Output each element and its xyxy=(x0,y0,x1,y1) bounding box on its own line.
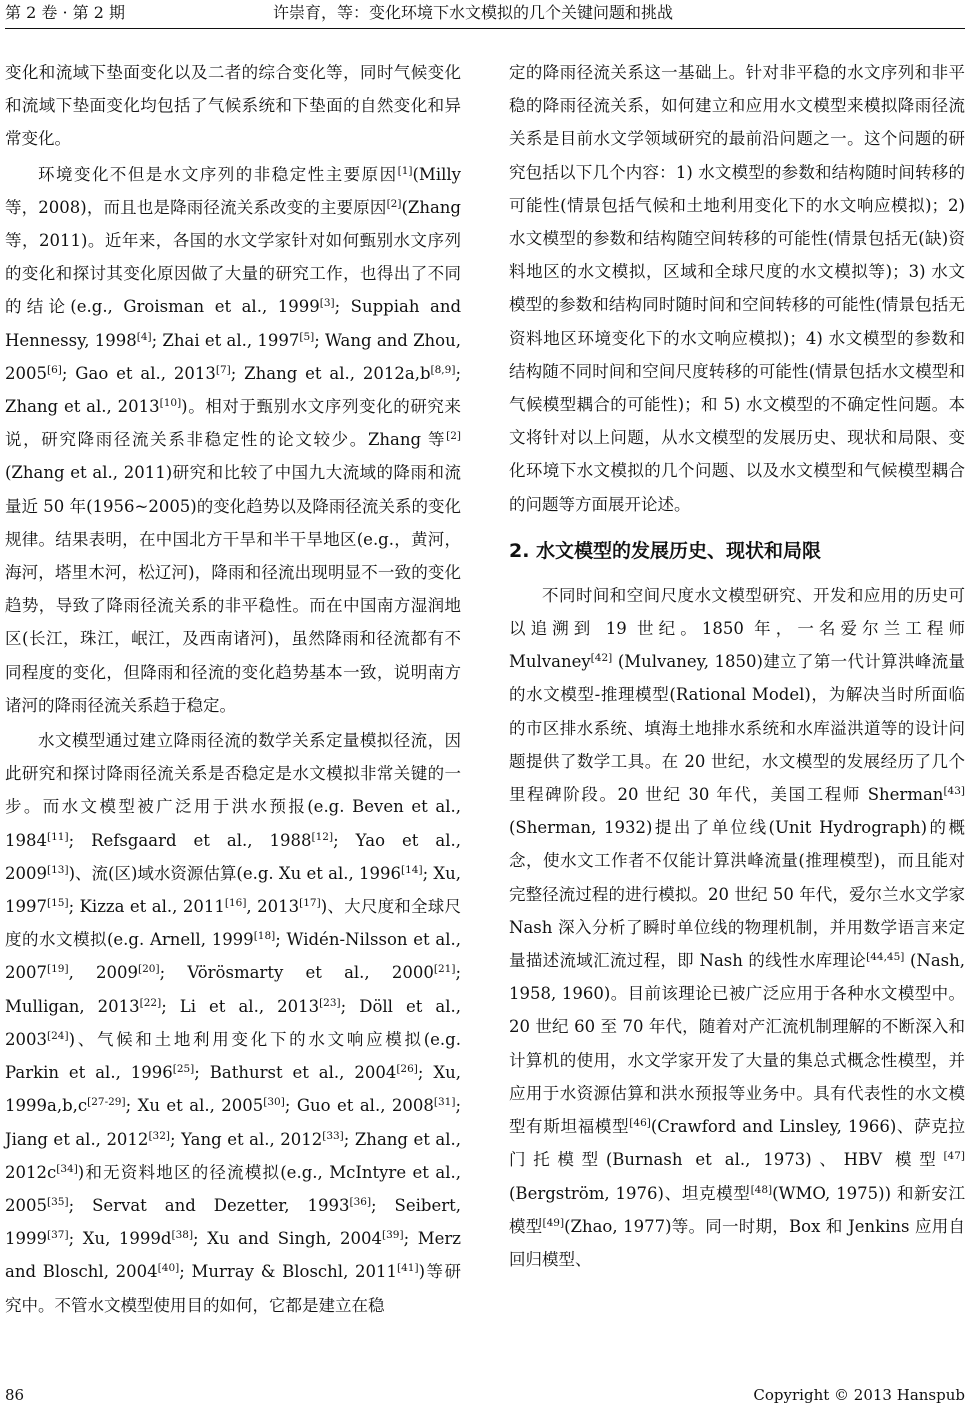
citation-marker: [17] xyxy=(299,897,321,910)
citation-marker: [35] xyxy=(47,1195,69,1208)
citation-marker: [36] xyxy=(349,1195,372,1208)
text-run: (Zhang 等，2011)。近年来，各国的水文学家针对如何甄别水文序列的变化和探讨其变化原因做了大量的研究工作，也得出了不同的结论(e.g., Groisman et al., 1999 xyxy=(5,197,461,317)
citation-marker: [44,45] xyxy=(866,951,905,964)
right-column-body xyxy=(509,579,965,1276)
text-run: ; Li et al., 2013 xyxy=(161,996,320,1016)
text-run: (Bergström, 1976)、坦克模型 xyxy=(509,1183,751,1203)
citation-marker: [2] xyxy=(386,197,402,210)
left-column xyxy=(5,56,461,1322)
citation-marker: [40] xyxy=(157,1262,180,1275)
text-run: 不同时间和空间尺度水文模型研究、开发和应用的历史可以追溯到 19 世纪。1850 年，一名爱尔兰工程师 Mulvaney xyxy=(509,585,965,672)
text-run: )、流(区)域水资源估算(e.g. Xu et al., 1996 xyxy=(68,863,401,883)
citation-marker: [39] xyxy=(382,1229,404,1242)
body-paragraph xyxy=(5,724,461,1322)
citation-marker: [23] xyxy=(319,996,341,1009)
text-run: ; Zhai et al., 1997 xyxy=(151,330,300,350)
citation-marker: [47] xyxy=(943,1150,965,1163)
copyright-notice: Copyright © 2013 Hanspub xyxy=(753,1386,965,1404)
citation-marker: [32] xyxy=(148,1129,170,1142)
citation-marker: [49] xyxy=(542,1216,565,1229)
text-run: ; Xu, 1997 xyxy=(5,863,461,917)
text-run: ; Xu, 1999d xyxy=(68,1229,172,1249)
citation-marker: [8,9] xyxy=(430,363,456,376)
text-run: ; Refsgaard et al., 1988 xyxy=(68,830,312,850)
right-column-intro xyxy=(509,56,965,521)
text-run: ; Yao et al., 2009 xyxy=(5,830,461,883)
text-run: ; Zhang et al., 2013 xyxy=(5,363,461,417)
citation-marker: [7] xyxy=(215,363,231,376)
text-run: )和无资料地区的径流模拟(e.g., McIntyre et al., 2005 xyxy=(5,1162,461,1215)
citation-marker: [25] xyxy=(172,1063,195,1076)
text-run: , 2009 xyxy=(68,963,138,983)
citation-marker: [4] xyxy=(136,330,152,343)
citation-marker: [16] xyxy=(224,897,247,910)
text-run: (Milly 等，2008)，而且也是降雨径流关系改变的主要原因 xyxy=(5,164,461,217)
text-run: ; Yang et al., 2012 xyxy=(170,1129,323,1149)
citation-marker: [41] xyxy=(397,1262,419,1275)
text-run: ; Zhang et al., 2012c xyxy=(5,1129,461,1182)
body-paragraph xyxy=(509,579,965,1276)
section-heading: 2. 水文模型的发展历史、现状和局限 xyxy=(509,539,822,562)
text-run: ; Döll et al., 2003 xyxy=(5,996,461,1049)
citation-marker: [46] xyxy=(629,1117,651,1130)
text-run: ; Mulligan, 2013 xyxy=(5,963,461,1016)
page-footer xyxy=(5,1383,965,1407)
text-run: (WMO, 1975)) 和新安江模型 xyxy=(509,1183,966,1236)
text-run: (Mulvaney, 1850)建立了第一代计算洪峰流量的水文模型-推理模型(Rational Model)，为解决当时所面临的市区排水系统、填海土地排水系统和水库溢洪道等的设计问题提供了数学工具。在 20 世纪，水文模型的发展经历了几个里程碑阶段。20 世纪 30 年代，美国工程师 Sherman xyxy=(509,652,965,805)
body-paragraph xyxy=(5,158,461,722)
running-header xyxy=(5,0,965,30)
citation-marker: [14] xyxy=(401,863,423,876)
text-run: ; Suppiah and Hennessy, 1998 xyxy=(5,297,462,350)
citation-marker: [33] xyxy=(322,1129,344,1142)
citation-marker: [34] xyxy=(56,1162,78,1175)
body-paragraph xyxy=(5,56,461,156)
text-run: , 2013 xyxy=(246,897,300,917)
text-run: (Crawford and Linsley, 1966)、萨克拉门托模型(Burnash et al., 1973)、HBV 模型 xyxy=(509,1117,965,1170)
text-run: ; Wang and Zhou, 2005 xyxy=(5,330,461,383)
text-run: ; Guo et al., 2008 xyxy=(284,1096,434,1116)
text-run: (Zhang et al., 2011)研究和比较了中国九大流域的降雨和流量近 50 年(1956~2005)的变化趋势以及降雨径流关系的变化规律。结果表明，在中国北方干旱和半干旱地区(e.g.，黄河，海河，塔里木河，松辽河)，降雨和径流出现明显不一致的变化趋势，导致了降雨径流关系的非平稳性。而在中国南方湿润地区(长江，珠江，岷江，及西南诸河)，虽然降雨和径流都有不同程度的变化，但降雨和径流的变化趋势基本一致，说明南方诸河的降雨径流关系趋于稳定。 xyxy=(5,463,461,715)
text-run: ; Jiang et al., 2012 xyxy=(5,1096,461,1149)
text-run: ; Murray & Bloschl, 2011 xyxy=(179,1262,398,1282)
citation-marker: [37] xyxy=(47,1229,69,1242)
text-run: )。相对于甄别水文序列变化的研究来说，研究降雨径流关系非稳定性的论文较少。Zhang 等 xyxy=(5,397,462,450)
citation-marker: [42] xyxy=(590,652,613,665)
citation-marker: [43] xyxy=(943,785,965,798)
text-run: ; Seibert, 1999 xyxy=(5,1195,461,1249)
text-run: ; Merz and Bloschl, 2004 xyxy=(5,1229,461,1282)
citation-marker: [22] xyxy=(139,996,162,1009)
text-run: ; Zhang et al., 2012a,b xyxy=(230,363,431,383)
text-run: 水文模型通过建立降雨径流的数学关系定量模拟径流，因此研究和探讨降雨径流关系是否稳定是水文模拟非常关键的一步。而水文模型被广泛用于洪水预报(e.g. Beven et al., 1984 xyxy=(5,731,461,850)
citation-marker: [3] xyxy=(319,297,335,310)
text-run: ; Xu, 1999a,b,c xyxy=(5,1063,461,1116)
body-paragraph xyxy=(509,56,965,521)
citation-marker: [11] xyxy=(47,830,69,843)
citation-marker: [30] xyxy=(263,1096,285,1109)
text-run: ; Kizza et al., 2011 xyxy=(68,897,225,917)
citation-marker: [13] xyxy=(47,863,69,876)
text-run: ; Gao et al., 2013 xyxy=(61,363,216,383)
citation-marker: [2] xyxy=(446,430,461,443)
text-run: (Nash, 1958, 1960)。目前该理论已被广泛应用于各种水文模型中。20 世纪 60 至 70 年代，随着对产汇流机制理解的不断深入和计算机的使用，水文学家开发了大量的集总式概念性模型，并应用于水资源估算和洪水预报等业务中。具有代表性的水文模型有斯坦福模型 xyxy=(509,951,965,1137)
text-run: 定的降雨径流关系这一基础上。针对非平稳的水文序列和非平稳的降雨径流关系，如何建立和应用水文模型来模拟降雨径流关系是目前水文学领域研究的最前沿问题之一。这个问题的研究包括以下几个内容：1) 水文模型的参数和结构随时间转移的可能性(情景包括气候和土地利用变化下的水文响应模拟)；2) 水文模型的参数和结构随空间转移的可能性(情景包括无(缺)资料地区的水文模拟，区域和全球尺度的水文模拟等)；3) 水文模型的参数和结构同时随时间和空间转移的可能性(情景包括无资料地区环境变化下的水文响应模拟)；4) 水文模型的参数和结构随不同时间和空间尺度转移的可能性(情景包括水文模型和气候模型耦合的可能性)；和 5) 水文模型的不确定性问题。本文将针对以上问题，从水文模型的发展历史、现状和局限、变化环境下水文模拟的几个问题、以及水文模型和气候模型耦合的问题等方面展开论述。 xyxy=(509,63,965,514)
text-run: ; Servat and Dezetter, 1993 xyxy=(68,1195,350,1215)
page-number: 86 xyxy=(5,1386,25,1404)
citation-marker: [10] xyxy=(159,397,182,410)
text-run: ; Widén-Nilsson et al., 2007 xyxy=(5,930,461,983)
right-column xyxy=(509,56,965,1276)
citation-marker: [19] xyxy=(47,963,69,976)
text-run: 变化和流域下垫面变化以及二者的综合变化等，同时气候变化和流域下垫面变化均包括了气候系统和下垫面的自然变化和异常变化。 xyxy=(5,63,461,149)
text-run: ; Xu et al., 2005 xyxy=(125,1096,264,1116)
text-run: (Sherman, 1932)提出了单位线(Unit Hydrograph)的概念，使水文工作者不仅能计算洪峰流量(推理模型)，而且能对完整径流过程的进行模拟。20 世纪 50 年代，爱尔兰水文学家 Nash 深入分析了瞬时单位线的物理机制，并用数学语言来定量描述流域汇流过程，即 Nash 的线性水库理论 xyxy=(509,818,965,971)
text-run: 环境变化不但是水文序列的非稳定性主要原因 xyxy=(38,164,398,184)
citation-marker: [20] xyxy=(138,963,160,976)
citation-marker: [48] xyxy=(750,1183,773,1196)
text-run: ; Xu and Singh, 2004 xyxy=(193,1229,383,1249)
citation-marker: [1] xyxy=(397,164,413,177)
citation-marker: [27-29] xyxy=(87,1096,126,1109)
citation-marker: [5] xyxy=(299,330,315,343)
text-run: )、气候和土地利用变化下的水文响应模拟(e.g. Parkin et al., 1996 xyxy=(5,1029,461,1083)
text-run: )等研究中。不管水文模型使用目的如何，它都是建立在稳 xyxy=(5,1262,461,1315)
citation-marker: [26] xyxy=(396,1063,418,1076)
citation-marker: [24] xyxy=(47,1029,69,1042)
running-title: 许崇育，等：变化环境下水文模拟的几个关键问题和挑战 xyxy=(273,3,674,22)
citation-marker: [6] xyxy=(47,363,62,376)
citation-marker: [12] xyxy=(311,830,334,843)
citation-marker: [18] xyxy=(253,930,276,943)
citation-marker: [21] xyxy=(433,963,456,976)
citation-marker: [38] xyxy=(171,1229,194,1242)
text-run: (Zhao, 1977)等。同一时期，Box 和 Jenkins 应用自回归模型、 xyxy=(509,1216,965,1269)
text-run: ; Vörösmarty et al., 2000 xyxy=(159,963,434,983)
text-run: ; Bathurst et al., 2004 xyxy=(194,1063,397,1083)
header-rule xyxy=(5,28,965,29)
journal-volume-issue: 第 2 卷 · 第 2 期 xyxy=(5,3,125,22)
citation-marker: [31] xyxy=(433,1096,456,1109)
citation-marker: [15] xyxy=(47,897,69,910)
text-run: )、大尺度和全球尺度的水文模拟(e.g. Arnell, 1999 xyxy=(5,897,462,950)
